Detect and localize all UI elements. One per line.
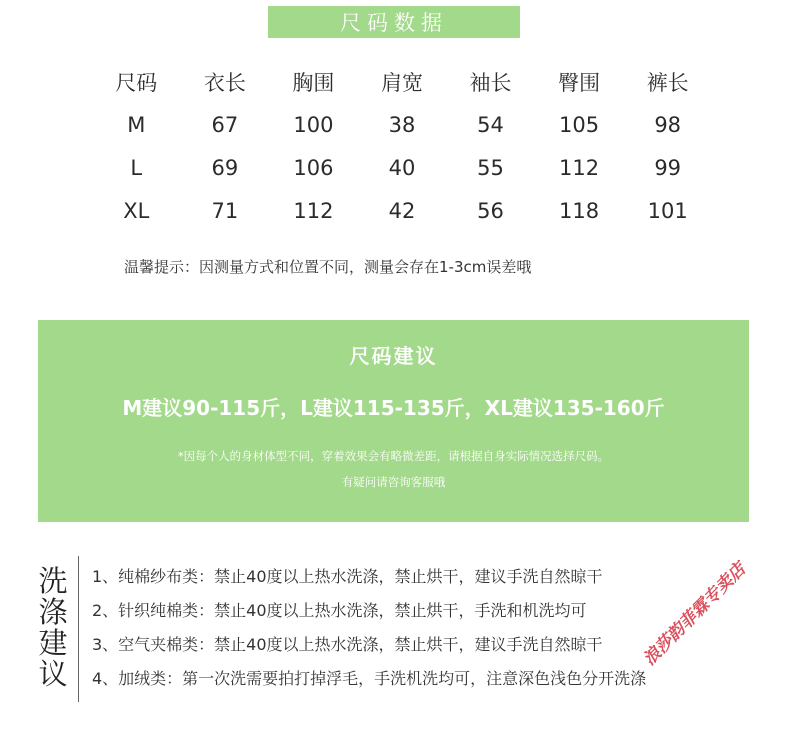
- cell-length: 71: [211, 198, 239, 223]
- header-sleeve: 袖长: [469, 70, 512, 95]
- table-row: [92, 146, 712, 189]
- cell-chest: 106: [293, 155, 334, 180]
- header-chest: 胸围: [292, 70, 335, 95]
- cell-size: M: [127, 112, 146, 137]
- cell-shoulder: 38: [388, 112, 416, 137]
- recommendation-weights: M建议90-115斤，L建议115-135斤，XL建议135-160斤: [122, 396, 665, 420]
- size-data-title-banner: [268, 6, 520, 38]
- cell-hip: 105: [559, 112, 600, 137]
- recommendation-title: 尺码建议: [349, 344, 438, 368]
- header-pants-length: 裤长: [646, 70, 689, 95]
- cell-hip: 118: [559, 198, 600, 223]
- list-item: 2、针织纯棉类：禁止40度以上热水洗涤，禁止烘干，手洗和机洗均可: [92, 601, 587, 620]
- cell-length: 69: [211, 155, 239, 180]
- store-watermark: 浪莎韵菲霖专卖店: [639, 559, 750, 670]
- list-item: 3、空气夹棉类：禁止40度以上热水洗涤，禁止烘干，建议手洗自然晾干: [92, 635, 603, 654]
- wash-divider: [78, 556, 79, 702]
- cell-pants-length: 98: [654, 112, 682, 137]
- size-data-title: 尺码数据: [340, 11, 448, 35]
- header-length: 衣长: [203, 70, 246, 95]
- wash-heading-text: 洗 涤 建 议: [38, 564, 68, 692]
- cell-size: XL: [123, 198, 150, 223]
- cell-chest: 100: [293, 112, 334, 137]
- cell-shoulder: 40: [388, 155, 416, 180]
- cell-chest: 112: [293, 198, 334, 223]
- wash-instruction-list: [92, 562, 646, 698]
- wash-heading: [36, 566, 70, 690]
- header-hip: 臀围: [558, 70, 601, 95]
- recommendation-note: *因每个人的身材体型不同，穿着效果会有略微差距，请根据自身实际情况选择尺码。: [177, 449, 610, 463]
- size-table: [92, 60, 712, 232]
- cell-shoulder: 42: [388, 198, 416, 223]
- size-recommendation-panel: [38, 320, 749, 522]
- table-row: [92, 189, 712, 232]
- table-row: [92, 103, 712, 146]
- header-shoulder: 肩宽: [380, 70, 423, 95]
- list-item: 4、加绒类：第一次洗需要拍打掉浮毛，手洗机洗均可，注意深色浅色分开洗涤: [92, 669, 647, 688]
- measurement-tip: 温馨提示：因测量方式和位置不同，测量会存在1-3cm误差哦: [124, 258, 532, 276]
- header-size: 尺码: [115, 70, 158, 95]
- cell-sleeve: 54: [477, 112, 504, 137]
- recommendation-contact: 有疑问请咨询客服哦: [341, 475, 446, 489]
- cell-pants-length: 99: [654, 155, 682, 180]
- cell-hip: 112: [559, 155, 600, 180]
- list-item: 1、纯棉纱布类：禁止40度以上热水洗涤，禁止烘干，建议手洗自然晾干: [92, 567, 603, 586]
- size-table-header-row: [92, 60, 712, 103]
- cell-sleeve: 56: [477, 198, 504, 223]
- cell-length: 67: [211, 112, 239, 137]
- cell-sleeve: 55: [477, 155, 504, 180]
- cell-pants-length: 101: [647, 198, 688, 223]
- cell-size: L: [130, 155, 143, 180]
